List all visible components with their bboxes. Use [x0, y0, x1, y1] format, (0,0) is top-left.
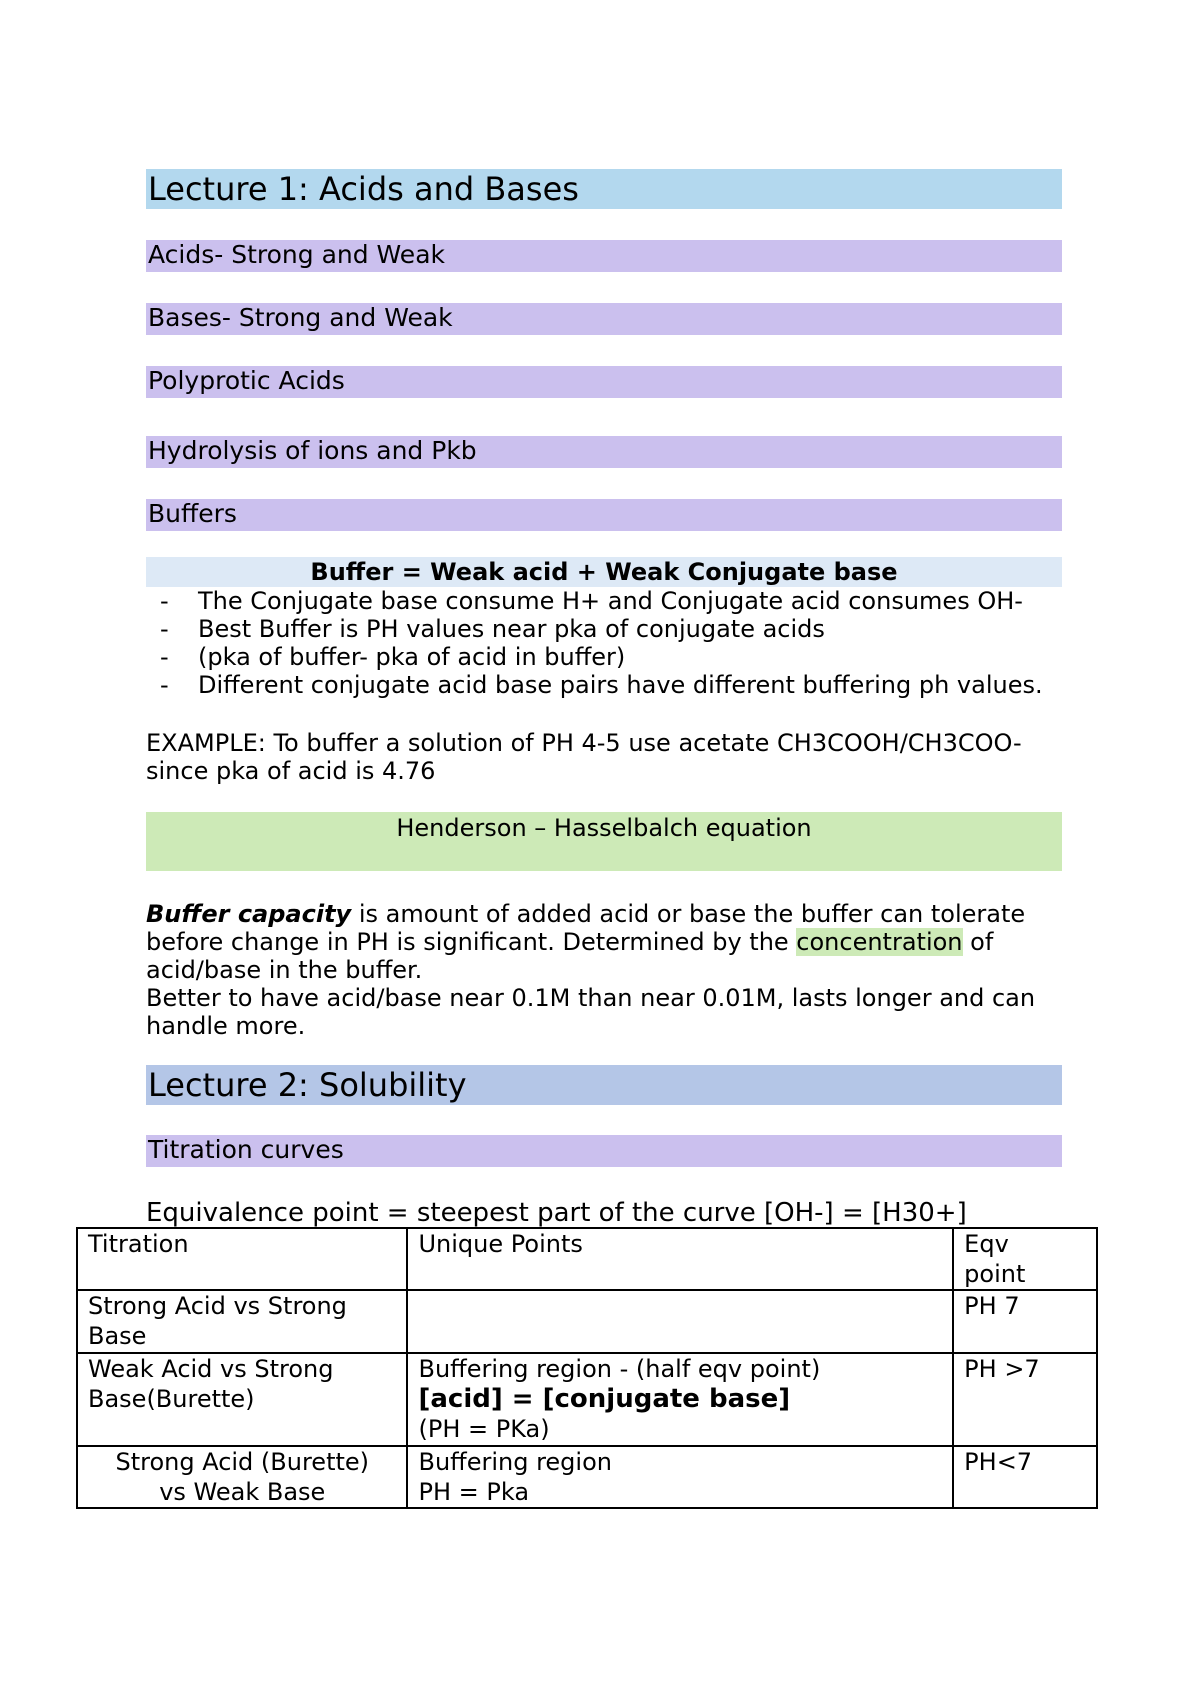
capacity-line-2	[146, 928, 993, 956]
section-titration-heading	[146, 1135, 1062, 1167]
henderson-equation-bar	[146, 812, 1062, 871]
unique-points-cell	[407, 1353, 953, 1446]
titration-line-1: Strong Acid vs Strong	[88, 1292, 347, 1320]
table-row	[77, 1353, 1097, 1446]
lecture2-heading	[146, 1065, 1062, 1105]
bullet-item: - Best Buffer is PH values near pka of conjugate acids	[146, 615, 1043, 643]
equivalence-point-text: Equivalence point = steepest part of the curve [OH-] = [H30+]	[146, 1198, 967, 1228]
titration-line-2: vs Weak Base	[159, 1478, 326, 1506]
table-row	[77, 1446, 1097, 1508]
section-titration-label: Titration curves	[148, 1135, 344, 1164]
unique-point-line-1: Buffering region - (half eqv point)	[418, 1355, 821, 1383]
eqv-point-cell: PH 7	[953, 1290, 1097, 1353]
unique-points-cell	[407, 1446, 953, 1508]
bullet-item: - The Conjugate base consume H+ and Conjugate acid consumes OH-	[146, 587, 1043, 615]
section-buffers-heading	[146, 499, 1062, 531]
section-buffers-label: Buffers	[148, 499, 237, 528]
unique-point-line-2: PH = Pka	[418, 1478, 530, 1506]
capacity-line-1	[146, 900, 1025, 928]
capacity-line-4: Better to have acid/base near 0.1M than near 0.01M, lasts longer and can	[146, 984, 1036, 1012]
capacity-line-5: handle more.	[146, 1012, 306, 1040]
titration-line-1: Weak Acid vs Strong	[88, 1355, 334, 1383]
titration-cell	[77, 1353, 407, 1446]
section-hydrolysis-label: Hydrolysis of ions and Pkb	[148, 436, 477, 465]
lecture2-title: Lecture 2: Solubility	[148, 1066, 467, 1104]
unique-point-line-3: (PH = PKa)	[418, 1415, 550, 1443]
section-hydrolysis-heading	[146, 436, 1062, 468]
section-bases-label: Bases- Strong and Weak	[148, 303, 453, 332]
capacity-line-2-pre: before change in PH is significant. Determined by the	[146, 928, 797, 956]
titration-cell	[77, 1446, 407, 1508]
unique-point-line-2-wrap	[418, 1384, 942, 1414]
example-line-1: EXAMPLE: To buffer a solution of PH 4-5 use acetate CH3COOH/CH3COO-	[146, 729, 1022, 757]
titration-line-2: Base(Burette)	[88, 1385, 255, 1413]
eqv-point-cell: PH<7	[953, 1446, 1097, 1508]
buffer-formula: Buffer = Weak acid + Weak Conjugate base	[310, 558, 898, 586]
capacity-line-1-rest: is amount of added acid or base the buffer can tolerate	[351, 900, 1026, 928]
titration-line-2: Base	[88, 1322, 147, 1350]
header-eqv-line-1: Eqv	[964, 1230, 1009, 1258]
example-line-2: since pka of acid is 4.76	[146, 757, 436, 785]
section-polyprotic-heading	[146, 366, 1062, 398]
section-acids-label: Acids- Strong and Weak	[148, 240, 445, 269]
buffer-bullet-list	[146, 587, 1043, 699]
section-bases-heading	[146, 303, 1062, 335]
header-eqv-line-2: point	[964, 1260, 1026, 1288]
titration-line-1: Strong Acid (Burette)	[115, 1448, 370, 1476]
buffer-formula-bar	[146, 557, 1062, 587]
section-acids-heading	[146, 240, 1062, 272]
concentration-highlight: concentration	[796, 928, 963, 956]
unique-points-cell	[407, 1290, 953, 1353]
unique-point-line-2: [acid] = [conjugate base]	[418, 1384, 791, 1414]
henderson-equation-label: Henderson – Hasselbalch equation	[396, 814, 812, 842]
header-eqv-point	[953, 1228, 1097, 1290]
unique-point-line-1: Buffering region	[418, 1448, 612, 1476]
header-titration: Titration	[77, 1228, 407, 1290]
titration-table	[76, 1227, 1098, 1509]
capacity-term: Buffer capacity	[146, 900, 352, 928]
table-header-row	[77, 1228, 1097, 1290]
capacity-line-2-post: of	[962, 928, 994, 956]
lecture1-title: Lecture 1: Acids and Bases	[148, 170, 579, 208]
titration-cell	[77, 1290, 407, 1353]
header-unique-points: Unique Points	[407, 1228, 953, 1290]
bullet-item: - Different conjugate acid base pairs have different buffering ph values.	[146, 671, 1043, 699]
section-polyprotic-label: Polyprotic Acids	[148, 366, 345, 395]
eqv-point-cell: PH >7	[953, 1353, 1097, 1446]
table-row	[77, 1290, 1097, 1353]
bullet-item: - (pka of buffer- pka of acid in buffer)	[146, 643, 1043, 671]
lecture1-heading	[146, 169, 1062, 209]
capacity-line-3: acid/base in the buffer.	[146, 956, 423, 984]
